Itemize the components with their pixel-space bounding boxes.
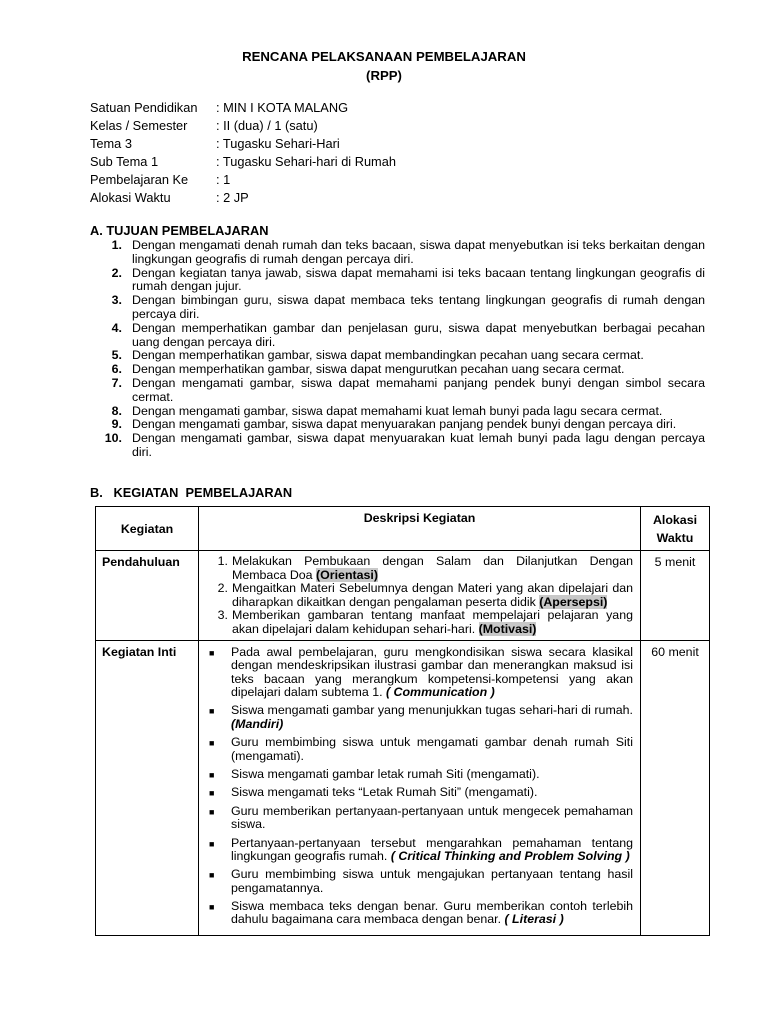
list-item [210, 555, 633, 582]
item-text: Pada awal pembelajaran, guru mengkondisikan siswa secara klasikal dengan mendeskripsikan ilustrasi gambar dan menerangkan maksud isi teks bacaan yang merangkum kompetensi-kompetensi yang akan dipelajari dalam subtema 1. [231, 644, 633, 700]
activity-table [95, 506, 710, 936]
item-text: Dengan kegiatan tanya jawab, siswa dapat memahami isi teks bacaan tentang lingkungan geografis di rumah dengan jujur. [132, 265, 705, 294]
row-label-pendahuluan: Pendahuluan [96, 551, 199, 641]
item-text: Guru membimbing siswa untuk mengamati gambar denah rumah Siti (mengamati). [231, 735, 633, 763]
item-text: Dengan memperhatikan gambar dan penjelasan guru, siswa dapat menyebutkan berbagai pecahan uang dengan percaya diri. [132, 320, 705, 349]
item-text: Mengaitkan Materi Sebelumnya dengan Materi yang akan dipelajari dan diharapkan dikaitkan dengan pengalaman peserta didik [232, 581, 633, 609]
table-row [96, 640, 710, 935]
skill-tag: ( Critical Thinking and Problem Solving ) [390, 849, 630, 864]
list-item [206, 805, 633, 832]
item-text: Dengan memperhatikan gambar, siswa dapat mengurutkan pecahan uang secara cermat. [132, 362, 625, 377]
skill-tag: (Mandiri) [231, 717, 284, 732]
item-text: Dengan mengamati gambar, siswa dapat menyuarakan kuat lemah bunyi pada lagu dengan percaya diri. [132, 431, 705, 459]
item-number: 10. [104, 431, 122, 446]
info-row [90, 171, 396, 189]
info-value: : Tugasku Sehari-hari di Rumah [216, 154, 396, 169]
list-item [90, 322, 705, 350]
info-label: Alokasi Waktu [90, 190, 171, 205]
phase-tag: (Motivasi) [478, 621, 537, 636]
info-label: Sub Tema 1 [90, 154, 159, 169]
item-number: 4. [111, 320, 122, 335]
list-item [210, 582, 633, 609]
inti-list [200, 642, 639, 934]
list-item [206, 786, 633, 800]
list-item [90, 405, 705, 419]
section-a-heading: A. TUJUAN PEMBELAJARAN [90, 223, 269, 238]
square-bullet-icon: ■ [209, 769, 215, 780]
info-value: : II (dua) / 1 (satu) [216, 118, 318, 133]
item-text: Guru membimbing siswa untuk mengajukan pertanyaan tentang hasil pengamatannya. [231, 867, 633, 895]
info-row [90, 99, 396, 117]
document-title [0, 47, 768, 85]
item-text: Guru memberikan pertanyaan-pertanyaan untuk mengecek pemahaman siswa. [231, 803, 633, 832]
info-row [90, 117, 396, 135]
list-item [206, 704, 633, 731]
pendahuluan-description [199, 551, 641, 641]
info-row [90, 189, 396, 207]
list-item [206, 837, 633, 864]
list-item [90, 418, 705, 432]
item-text: Melakukan Pembukaan dengan Salam dan Dilanjutkan Dengan Membaca Doa [232, 554, 633, 582]
list-item [90, 432, 705, 460]
square-bullet-icon: ■ [209, 706, 215, 717]
info-value: : 1 [216, 172, 231, 187]
inti-description [199, 640, 641, 935]
square-bullet-icon: ■ [209, 901, 215, 912]
item-text: Siswa membaca teks dengan benar. Guru memberikan contoh terlebih dahulu bagaimana cara membaca dengan benar. [231, 898, 633, 927]
item-text: Dengan memperhatikan gambar, siswa dapat membandingkan pecahan uang secara cermat. [132, 348, 644, 363]
item-number: 5. [111, 348, 122, 363]
header-kegiatan: Kegiatan [96, 507, 199, 551]
list-item [90, 377, 705, 405]
item-text: Siswa mengamati gambar letak rumah Siti (mengamati). [231, 766, 540, 781]
list-item [206, 868, 633, 895]
info-block [90, 99, 396, 207]
item-text: Siswa mengamati teks “Letak Rumah Siti” (mengamati). [231, 785, 538, 800]
list-item [206, 768, 633, 782]
item-number: 2. [217, 581, 228, 596]
square-bullet-icon: ■ [209, 647, 215, 658]
skill-tag: ( Communication ) [385, 685, 495, 700]
title-line-2: (RPP) [366, 68, 402, 83]
info-row [90, 153, 396, 171]
list-item [90, 294, 705, 322]
header-alokasi-line2: Waktu [656, 531, 694, 545]
info-value: : 2 JP [216, 190, 249, 205]
square-bullet-icon: ■ [209, 806, 215, 817]
list-item [90, 349, 705, 363]
list-item [210, 609, 633, 636]
objective-list [90, 239, 705, 460]
item-number: 2. [111, 265, 122, 280]
item-text: Pertanyaan-pertanyaan tersebut mengarahkan pemahaman tentang lingkungan geografis rumah. [231, 835, 633, 864]
pendahuluan-list [200, 552, 639, 639]
info-row [90, 135, 396, 153]
info-label: Kelas / Semester [90, 118, 188, 133]
item-text: Dengan mengamati gambar, siswa dapat menyuarakan panjang pendek bunyi dengan percaya diri. [132, 417, 677, 432]
info-value: : Tugasku Sehari-Hari [216, 136, 340, 151]
table-header-row [96, 507, 710, 551]
time-inti: 60 menit [641, 640, 710, 935]
list-item [206, 900, 633, 927]
list-item [206, 736, 633, 763]
info-label: Satuan Pendidikan [90, 100, 198, 115]
header-deskripsi: Deskripsi Kegiatan [199, 507, 641, 551]
list-item [90, 267, 705, 295]
item-text: Memberikan gambaran tentang manfaat mempelajari pelajaran yang akan dipelajari dalam kehidupan sehari-hari. [232, 608, 633, 636]
phase-tag: (Apersepsi) [539, 594, 608, 609]
item-number: 8. [111, 403, 122, 418]
list-item [90, 239, 705, 267]
info-label: Pembelajaran Ke [90, 172, 189, 187]
item-text: Dengan mengamati gambar, siswa dapat memahami kuat lemah bunyi pada lagu secara cermat. [132, 403, 663, 418]
square-bullet-icon: ■ [209, 838, 215, 849]
item-number: 3. [217, 608, 228, 623]
section-tujuan [90, 222, 705, 460]
item-number: 3. [111, 293, 122, 308]
item-number: 6. [111, 362, 122, 377]
section-b-heading: B. KEGIATAN PEMBELAJARAN [90, 485, 293, 500]
square-bullet-icon: ■ [209, 738, 215, 749]
header-alokasi-line1: Alokasi [652, 513, 698, 527]
item-text: Siswa mengamati gambar yang menunjukkan tugas sehari-hari di rumah. [231, 703, 633, 718]
item-text: Dengan mengamati gambar, siswa dapat memahami panjang pendek bunyi dengan simbol secara cermat. [132, 375, 705, 404]
row-label-inti: Kegiatan Inti [96, 640, 199, 935]
list-item [90, 363, 705, 377]
phase-tag: (Orientasi) [316, 567, 378, 582]
info-label: Tema 3 [90, 136, 132, 151]
title-line-1: RENCANA PELAKSANAAN PEMBELAJARAN [242, 49, 526, 64]
item-text: Dengan bimbingan guru, siswa dapat membaca teks tentang lingkungan geografis di rumah dengan percaya diri. [132, 293, 705, 321]
list-item [206, 646, 633, 700]
item-text: Dengan mengamati denah rumah dan teks bacaan, siswa dapat menyebutkan isi teks berkaitan dengan lingkungan geografis di rumah dengan percaya diri. [132, 238, 705, 266]
header-alokasi [641, 507, 710, 551]
skill-tag: ( Literasi ) [504, 912, 564, 927]
item-number: 7. [111, 375, 122, 390]
square-bullet-icon: ■ [209, 788, 215, 799]
item-number: 1. [111, 238, 122, 252]
item-number: 1. [217, 554, 228, 568]
item-number: 9. [111, 417, 122, 432]
info-value: : MIN I KOTA MALANG [216, 100, 349, 115]
time-pendahuluan: 5 menit [641, 551, 710, 641]
table-row [96, 551, 710, 641]
square-bullet-icon: ■ [209, 870, 215, 881]
